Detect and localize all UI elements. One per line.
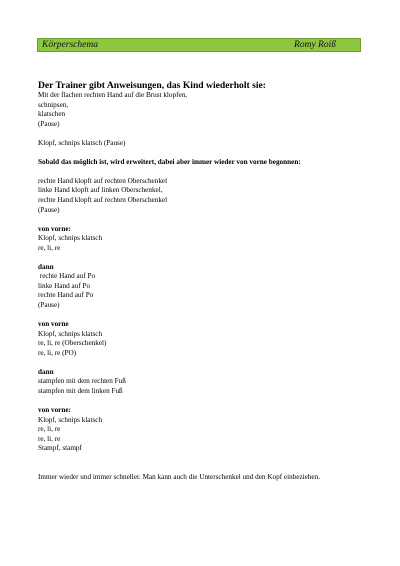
extension-heading: Sobald das möglich ist, wird erweitert, dabei aber immer wieder von vorne begonnen: [38, 157, 301, 166]
block3-heading: dann [38, 262, 54, 271]
block1-line: linke Hand klopft auf linken Oberschenkel, [38, 186, 163, 195]
header-author: Romy Roiß [294, 40, 336, 50]
header-topic: Körperschema [42, 40, 98, 50]
block3-line: (Pause) [38, 301, 60, 310]
block5-line: stampfen mit dem rechten Fuß [38, 377, 126, 386]
closing-line: Immer wieder und immer schneller. Man kann auch die Unterschenkel und den Kopf einbeziehen. [38, 472, 321, 481]
block1-line: rechte Hand klopft auf rechten Oberschenkel [38, 176, 168, 185]
intro-line: schnipsen, [38, 100, 69, 109]
intro-line: Mit der flachen rechten Hand auf die Brust klopfen, [38, 91, 188, 99]
block5-heading: dann [38, 367, 54, 376]
block6-heading: von vorne: [38, 405, 71, 414]
header-bar [37, 38, 361, 52]
block4-heading: von vorne [38, 320, 69, 329]
block1-line: rechte Hand klopft auf rechten Oberschenkel [38, 195, 168, 204]
intro-line: klatschen [38, 110, 66, 119]
block4-line: re, li, re (PO) [38, 348, 77, 357]
block4-line: re, li, re (Oberschenkel) [38, 339, 107, 348]
block2-line: re, li, re [38, 243, 61, 252]
block4-line: Klopf, schnips klatsch [38, 329, 103, 338]
block3-line: rechte Hand auf Po [38, 291, 94, 300]
block2-line: Klopf, schnips klatsch [38, 234, 103, 243]
block6-line: re, li, re [38, 425, 61, 434]
block3-line: linke Hand auf Po [38, 281, 91, 290]
block6-line: Klopf, schnips klatsch [38, 415, 103, 424]
document-body [38, 80, 368, 483]
block2-heading: von vorne: [38, 224, 71, 233]
block1-line: (Pause) [38, 205, 60, 214]
klopf-line: Klopf, schnips klatsch (Pause) [38, 138, 126, 147]
page-title: Der Trainer gibt Anweisungen, das Kind wiederholt sie: [38, 80, 266, 91]
intro-line: (Pause) [38, 119, 60, 128]
block6-line: re, li, re [38, 434, 61, 443]
block5-line: stampfen mit dem linken Fuß [38, 386, 123, 395]
block3-line: rechte Hand auf Po [38, 272, 96, 281]
block6-line: Stampf, stampf [38, 444, 82, 453]
